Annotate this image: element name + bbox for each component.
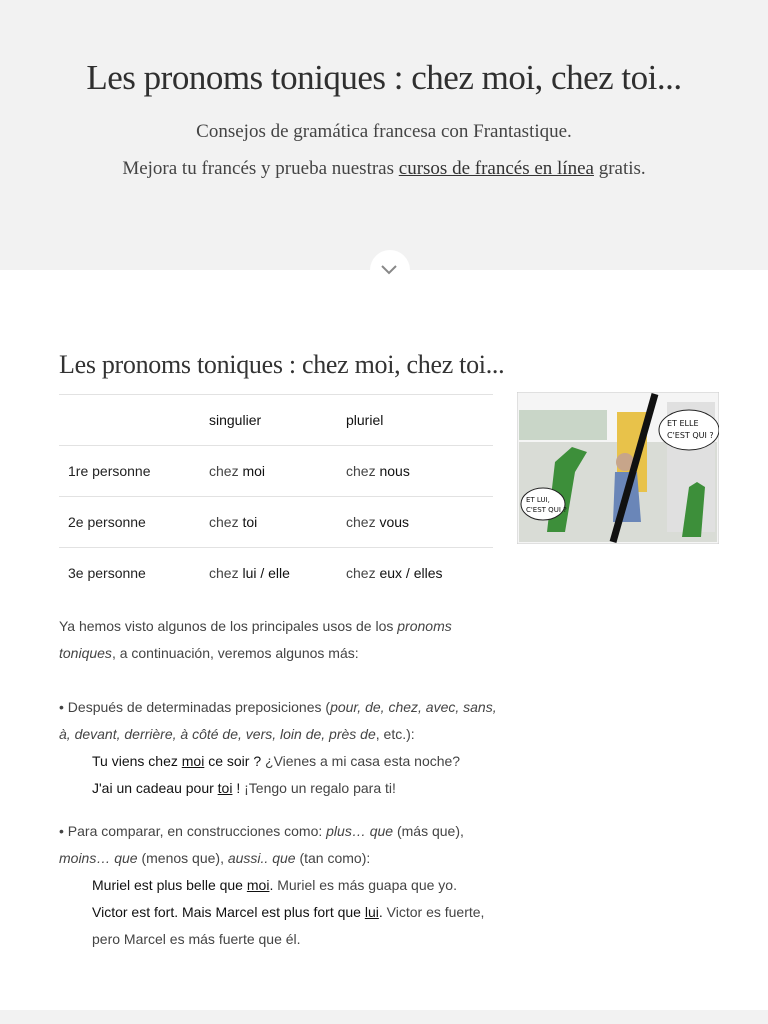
example-fr: Victor est fort. Mais Marcel est plus fort que [92,904,365,920]
bubble-text: C'EST QUI ? [526,506,567,514]
table-row [59,548,493,599]
table-row [59,497,493,548]
table-header-row [59,395,493,446]
cell-prefix: chez [346,514,380,530]
bubble-text: ET ELLE [667,419,699,428]
example-fr: Muriel est plus belle que [92,877,247,893]
hero-subtitle: Consejos de gramática francesa con Frantastique. [196,121,572,142]
subtitle-text-end: gratis. [593,158,646,179]
text: (menos que), [137,850,228,866]
cell-prefix: chez [346,565,380,581]
cell-pronoun: moi [242,463,266,479]
example-fr: ! [232,780,241,796]
table-header-cell: pluriel [346,395,493,446]
text: • Para comparar, en construcciones como: [59,823,327,839]
cell-prefix: chez [209,514,243,530]
cell-pronoun: toi [242,514,258,530]
example-pronoun: lui [364,904,379,920]
speech-bubble [521,488,565,520]
text: • Después de determinadas preposiciones ( [59,699,331,715]
person-cell: 1re personne [59,446,209,497]
cell-pronoun: nous [379,463,410,479]
cell-prefix: chez [346,463,380,479]
example-pronoun: moi [181,753,205,769]
comic-illustration [517,392,719,544]
example-pronoun: toi [217,780,233,796]
speech-bubble [659,410,719,450]
intro-paragraph [59,613,499,667]
italic-term: aussi.. que [227,850,296,866]
text: (tan como): [295,850,371,866]
text: Ya hemos visto algunos de los principales usos de los [59,618,398,634]
table-row [59,446,493,497]
italic-term: plus… que [326,823,394,839]
italic-term: pronoms toniques [59,618,452,661]
example-sentence [92,899,512,953]
footer-band [0,1010,768,1024]
example-fr: . [378,904,383,920]
chevron-down-icon[interactable] [381,262,397,278]
singular-cell [209,446,346,497]
singular-cell [209,497,346,548]
text: (más que), [393,823,464,839]
online-courses-link[interactable]: cursos de francés en línea [398,158,594,179]
train-window [519,410,607,440]
person-cell: 2e personne [59,497,209,548]
plural-cell [346,446,493,497]
example-translation: ¡Tengo un regalo para ti! [240,780,396,796]
example-translation: Victor es fuerte, [382,904,485,920]
example-translation: ¿Vienes a mi casa esta noche? [261,753,461,769]
italic-term: pour, de, chez, avec, sans, à, devant, derrière, à côté de, vers, loin de, près de [59,699,497,742]
singular-cell [209,548,346,599]
example-pronoun: moi [246,877,270,893]
example-translation: pero Marcel es más fuerte que él. [92,931,301,947]
table-header-cell [59,395,209,446]
cell-prefix: chez [209,565,243,581]
example-fr: . [269,877,274,893]
example-sentence [92,748,512,775]
cell-pronoun: lui / elle [242,565,290,581]
bullet-prepositions [59,694,499,748]
plural-cell [346,548,493,599]
example-translation: Muriel es más guapa que yo. [273,877,457,893]
pronouns-table [59,394,493,598]
example-sentence [92,775,512,802]
example-sentence [92,872,512,899]
section-title: Les pronoms toniques : chez moi, chez toi... [59,350,505,379]
hero-header [0,0,768,270]
example-fr: ce soir ? [204,753,262,769]
page-title: Les pronoms toniques : chez moi, chez toi... [86,58,682,97]
text: , etc.): [375,726,415,742]
hero-subtitle-courses [0,158,768,180]
cell-pronoun: eux / elles [379,565,443,581]
bubble-text: ET LUI, [526,496,550,504]
table-header-cell: singulier [209,395,346,446]
example-fr: J'ai un cadeau pour [92,780,218,796]
text: , a continuación, veremos algunos más: [111,645,359,661]
example-fr: Tu viens chez [92,753,182,769]
italic-term: moins… que [59,850,138,866]
cell-pronoun: vous [379,514,410,530]
person-cell: 3e personne [59,548,209,599]
bubble-text: C'EST QUI ? [667,431,714,440]
subtitle-text: Mejora tu francés y prueba nuestras [122,158,399,179]
cell-prefix: chez [209,463,243,479]
plural-cell [346,497,493,548]
bullet-comparisons [59,818,499,872]
